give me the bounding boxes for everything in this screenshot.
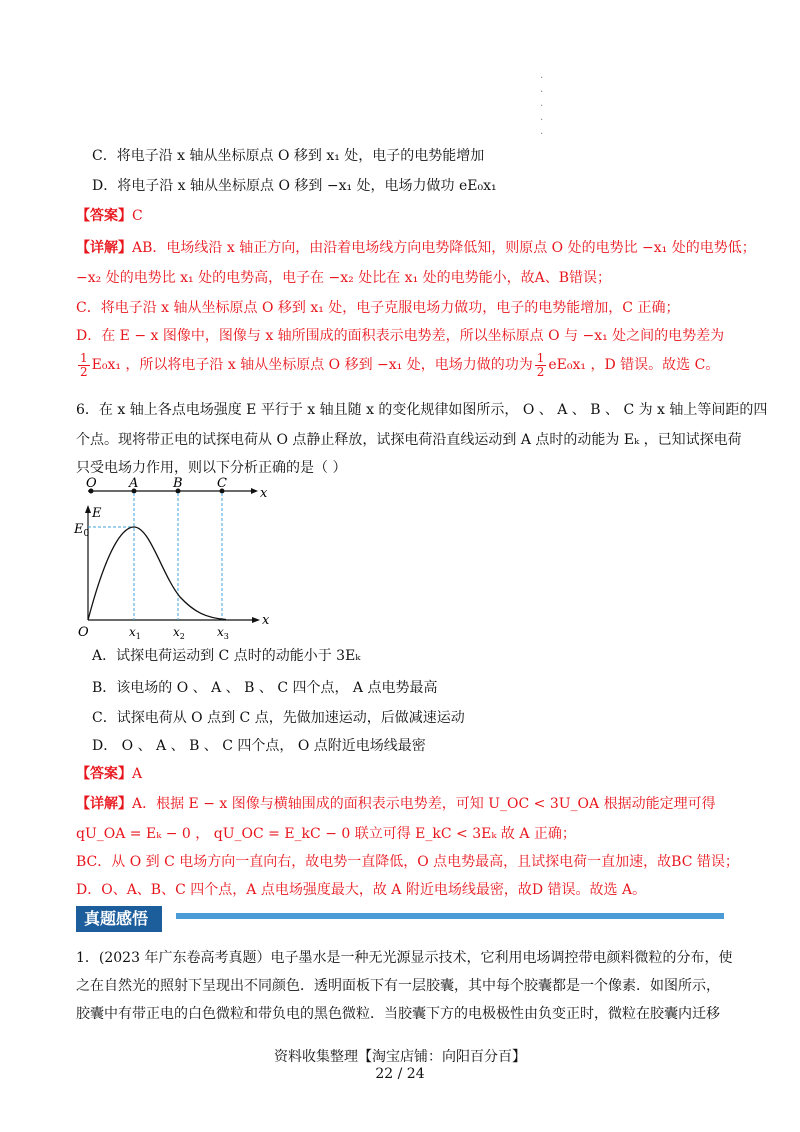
label-point-c: C — [217, 476, 227, 491]
q6-detail-label: 【详解】 — [76, 796, 132, 812]
detail-text-5b: eE₀x₁ ，D 错误。故选 C。 — [548, 357, 720, 373]
q6-option-b: B．该电场的 O 、 A 、 B 、 C 四个点， A 点电势最高 — [92, 680, 438, 696]
detail-line-4: D．在 E − x 图像中，图像与 x 轴所围成的面积表示电势差，所以坐标原点 O 与 −x₁ 处之间的电势差为 — [76, 328, 725, 344]
section-banner-title: 真题感悟 — [76, 906, 162, 932]
label-e0: $E_0$ — [74, 522, 90, 539]
detail-line-5 — [76, 350, 724, 380]
option-c: C．将电子沿 x 轴从坐标原点 O 移到 x₁ 处，电子的电势能增加 — [92, 148, 485, 164]
section-banner — [76, 906, 724, 932]
detail-text-1: AB．电场线沿 x 轴正方向，由沿着电场线方向电势降低知，则原点 O 处的电势比 −x₁ 处的电势低； — [132, 240, 756, 256]
answer-line — [76, 206, 724, 226]
q6-option-a: A．试探电荷运动到 C 点时的动能小于 3Eₖ — [92, 648, 361, 664]
answer-label: 【答案】 — [76, 208, 132, 224]
q6-option-c: C．试探电荷从 O 点到 C 点，先做加速运动，后做减速运动 — [92, 710, 465, 726]
q6-line-2: 个点。现将带正电的试探电荷从 O 点静止释放，试探电荷沿直线运动到 A 点时的动能为 Eₖ ，已知试探电荷 — [76, 432, 742, 448]
answer-value: C — [132, 208, 143, 224]
q6-answer-label: 【答案】 — [76, 766, 132, 782]
label-point-b: B — [173, 476, 183, 491]
q6-detail-line-2: qU_OA = Eₖ − 0 ， qU_OC = E_kC − 0 联立可得 E_kC < 3Eₖ 故 A 正确； — [76, 826, 576, 842]
x-axis-arrow — [252, 617, 260, 623]
q6-line-1: 6．在 x 轴上各点电场强度 E 平行于 x 轴且随 x 的变化规律如图所示， O 、 A 、 B 、 C 为 x 轴上等间距的四 — [76, 402, 768, 418]
fraction-half: $\frac{1}{2}$ — [80, 350, 88, 379]
top-x-axis-arrow — [251, 488, 258, 494]
q6-option-d: D． O 、 A 、 B 、 C 四个点， O 点附近电场线最密 — [92, 738, 426, 754]
footer-source: 资料收集整理【淘宝店铺：向阳百分百】 — [274, 1049, 526, 1065]
detail-label: 【详解】 — [76, 240, 132, 256]
detail-line-1 — [76, 238, 756, 258]
e-x-curve — [88, 527, 226, 620]
q6-answer-line — [76, 764, 724, 784]
label-x2: $x_2$ — [173, 625, 185, 641]
label-point-a: A — [129, 476, 139, 491]
margin-dots: · · · · · — [540, 73, 544, 140]
label-point-o: O — [86, 476, 97, 491]
label-origin: O — [78, 625, 89, 640]
q6-answer-value: A — [132, 766, 143, 782]
q1-line-3: 胶囊中有带正电的白色微粒和带负电的黑色微粒．当胶囊下方的电极极性由负变正时，微粒在胶囊内迁移 — [76, 1006, 720, 1022]
q6-detail-line-4: D．O、A、B、C 四个点，A 点电场强度最大，故 A 附近电场线最密，故D 错误。故选 A。 — [76, 882, 647, 898]
q1-line-1: 1．(2023 年广东卷高考真题）电子墨水是一种无光源显示技术，它利用电场调控带电颜料微粒的分布，使 — [76, 950, 733, 966]
detail-line-2: −x₂ 处的电势比 x₁ 处的电势高，电子在 −x₂ 处比在 x₁ 处的电势能小，故A、B错误； — [76, 270, 612, 286]
fraction-half-2: $\frac{1}{2}$ — [536, 350, 545, 379]
q6-detail-text-1: A．根据 E − x 图像与横轴围成的面积表示电势差，可知 U_OC < 3U_OA 根据动能定理可得 — [132, 796, 716, 812]
detail-text-5a: E₀x₁ ，所以将电子沿 x 轴从坐标原点 O 移到 −x₁ 处，电场力做的功为 — [91, 357, 533, 373]
option-d: D．将电子沿 x 轴从坐标原点 O 移到 −x₁ 处，电场力做功 eE₀x₁ — [92, 178, 497, 194]
label-e-axis: E — [92, 506, 102, 521]
page-number: 22 / 24 — [375, 1066, 425, 1082]
q6-detail-line-3: BC．从 O 到 C 电场方向一直向右，故电势一直降低，O 点电势最高，且试探电荷一直加速，故BC 错误； — [76, 854, 739, 870]
label-top-x: x — [260, 486, 268, 501]
section-banner-bar — [176, 913, 724, 919]
e-axis-arrow — [85, 505, 91, 513]
e-x-graph-figure — [76, 475, 286, 645]
label-x1: $x_1$ — [129, 625, 141, 641]
q6-line-3: 只受电场力作用，则以下分析正确的是（ ） — [76, 460, 347, 476]
label-x3: $x_3$ — [217, 625, 229, 641]
label-x-axis: x — [262, 613, 270, 628]
q1-line-2: 之在自然光的照射下呈现出不同颜色．透明面板下有一层胶囊，其中每个胶囊都是一个像素．如图所示， — [76, 978, 720, 994]
q6-detail-line-1 — [76, 794, 724, 814]
detail-line-3: C．将电子沿 x 轴从坐标原点 O 移到 x₁ 处，电子克服电场力做功，电子的电势能增加，C 正确； — [76, 300, 680, 316]
